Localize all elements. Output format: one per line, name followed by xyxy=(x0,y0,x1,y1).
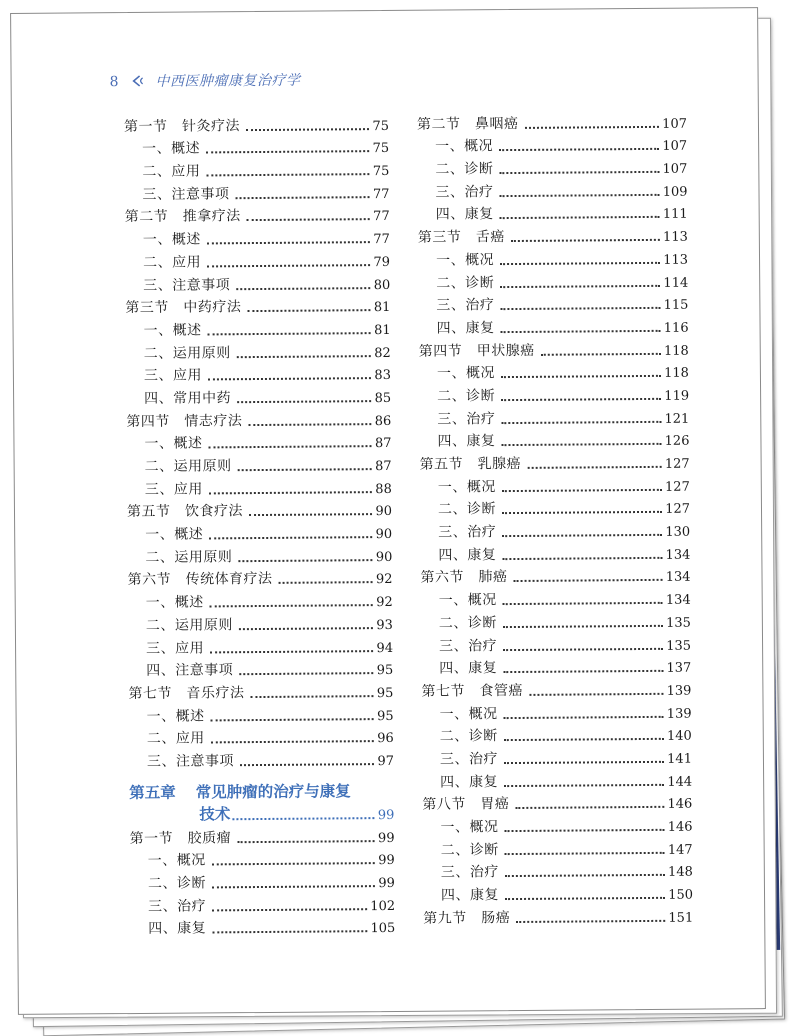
chapter-page: 99 xyxy=(377,807,395,824)
toc-item-entry[interactable] xyxy=(421,630,691,655)
leader-dots xyxy=(527,456,662,469)
leader-dots xyxy=(501,365,661,378)
entry-label: 三、治疗 xyxy=(440,864,499,881)
leader-dots xyxy=(208,435,372,448)
leader-dots xyxy=(210,594,374,607)
leader-dots xyxy=(502,479,662,492)
leader-dots xyxy=(239,662,374,675)
entry-label: 一、概况 xyxy=(438,592,497,609)
leader-dots xyxy=(278,572,373,585)
toc-section-entry[interactable] xyxy=(126,406,391,431)
entry-page-number: 139 xyxy=(666,706,692,722)
toc-item-entry[interactable] xyxy=(128,701,393,726)
toc-section-entry[interactable] xyxy=(125,292,390,317)
toc-left-list xyxy=(124,111,394,771)
toc-item-entry[interactable] xyxy=(420,540,690,565)
entry-label: 三、注意事项 xyxy=(142,185,230,203)
toc-right-column xyxy=(417,109,693,928)
toc-item-entry[interactable] xyxy=(127,542,392,567)
chapter-number: 第五章 xyxy=(129,783,176,802)
entry-label: 二、运用原则 xyxy=(143,344,231,362)
entry-page-number: 118 xyxy=(664,365,689,382)
entry-label: 一、概况 xyxy=(436,365,495,382)
entry-page-number: 83 xyxy=(374,368,391,384)
entry-page-number: 81 xyxy=(373,300,391,316)
entry-label: 二、运用原则 xyxy=(145,548,233,566)
toc-item-entry[interactable] xyxy=(420,517,690,542)
leader-dots xyxy=(503,592,663,605)
entry-label: 第三节 舌癌 xyxy=(417,229,505,246)
entry-label: 二、诊断 xyxy=(435,161,494,178)
toc-item-entry[interactable] xyxy=(130,846,395,871)
entry-page-number: 150 xyxy=(668,887,694,903)
entry-page-number: 95 xyxy=(377,708,394,724)
entry-page-number: 126 xyxy=(664,433,690,450)
entry-page-number: 147 xyxy=(667,842,693,858)
toc-item-entry[interactable] xyxy=(420,494,690,519)
entry-page-number: 96 xyxy=(377,731,394,747)
leader-dots xyxy=(504,819,664,832)
toc-item-entry[interactable] xyxy=(421,698,691,723)
leader-dots xyxy=(502,501,662,514)
leader-dots xyxy=(500,274,660,287)
leader-dots xyxy=(240,753,375,766)
entry-page-number: 88 xyxy=(375,481,392,497)
leader-dots xyxy=(503,660,663,673)
toc-item-entry[interactable] xyxy=(128,655,393,680)
entry-page-number: 75 xyxy=(372,118,390,134)
toc-item-entry[interactable] xyxy=(130,891,395,916)
chapter-heading[interactable] xyxy=(129,777,394,825)
leader-dots xyxy=(505,887,665,900)
entry-page-number: 144 xyxy=(667,774,693,790)
entry-page-number: 79 xyxy=(373,254,391,270)
entry-label: 二、诊断 xyxy=(440,841,499,859)
entry-label: 三、治疗 xyxy=(435,183,494,201)
toc-item-entry[interactable] xyxy=(418,290,688,315)
entry-page-number: 86 xyxy=(374,413,392,429)
leader-dots xyxy=(502,524,662,537)
entry-page-number: 109 xyxy=(662,184,688,200)
leader-dots xyxy=(504,728,664,741)
leader-dots xyxy=(504,705,664,718)
toc-right-list xyxy=(417,109,693,928)
entry-page-number: 114 xyxy=(663,275,689,291)
leader-dots xyxy=(503,637,663,650)
entry-label: 第三节 中药疗法 xyxy=(125,299,242,317)
toc-item-entry[interactable] xyxy=(128,610,393,635)
toc-item-entry[interactable] xyxy=(124,156,389,181)
leader-dots xyxy=(501,320,661,333)
entry-label: 一、概况 xyxy=(435,251,495,269)
leader-dots xyxy=(499,161,659,174)
entry-page-number: 82 xyxy=(374,345,391,361)
toc-item-entry[interactable] xyxy=(419,426,689,451)
entry-label: 二、运用原则 xyxy=(144,458,232,475)
leader-dots xyxy=(500,206,660,219)
entry-label: 三、治疗 xyxy=(438,637,498,655)
leader-dots xyxy=(212,875,376,888)
leader-dots xyxy=(206,141,370,154)
entry-label: 三、治疗 xyxy=(439,751,499,768)
entry-page-number: 105 xyxy=(370,921,396,937)
entry-page-number: 107 xyxy=(662,116,688,132)
entry-page-number: 141 xyxy=(667,751,693,767)
leader-dots xyxy=(504,773,664,786)
leader-dots xyxy=(505,864,665,877)
toc-item-entry[interactable] xyxy=(422,812,692,837)
toc-item-entry[interactable] xyxy=(125,270,390,295)
entry-page-number: 95 xyxy=(376,685,394,701)
leader-dots xyxy=(248,413,372,426)
toc-section-entry[interactable] xyxy=(419,336,689,361)
entry-label: 三、应用 xyxy=(144,481,203,498)
toc-item-entry[interactable] xyxy=(126,361,391,386)
entry-page-number: 81 xyxy=(373,322,391,338)
entry-page-number: 92 xyxy=(375,572,393,588)
leader-dots xyxy=(249,503,373,516)
toc-section-entry[interactable] xyxy=(422,789,692,814)
toc-item-entry[interactable] xyxy=(125,247,390,272)
entry-label: 四、康复 xyxy=(437,433,496,450)
entry-page-number: 121 xyxy=(664,411,690,427)
entry-page-number: 102 xyxy=(370,898,396,914)
leader-dots xyxy=(541,342,661,355)
toc-item-entry[interactable] xyxy=(418,267,688,292)
entry-label: 二、应用 xyxy=(142,254,202,271)
entry-label: 一、概况 xyxy=(440,819,499,836)
entry-page-number: 107 xyxy=(662,161,688,177)
entry-label: 四、康复 xyxy=(148,920,207,938)
leader-dots xyxy=(501,410,661,423)
leader-dots xyxy=(502,547,662,560)
leader-dots xyxy=(207,231,371,244)
toc-item-entry[interactable] xyxy=(126,429,391,454)
entry-label: 三、治疗 xyxy=(437,410,496,428)
leader-dots xyxy=(247,209,371,222)
leader-dots xyxy=(211,730,375,743)
toc-item-entry[interactable] xyxy=(124,179,389,204)
leader-dots xyxy=(516,910,665,923)
entry-page-number: 130 xyxy=(665,524,691,540)
entry-page-number: 119 xyxy=(664,388,690,404)
toc-item-entry[interactable] xyxy=(421,608,691,633)
leader-dots xyxy=(246,118,370,131)
toc-item-entry[interactable] xyxy=(418,313,688,338)
book-title: 中西医肿瘤康复治疗学 xyxy=(155,72,301,90)
toc-item-entry[interactable] xyxy=(128,633,393,658)
leader-dots xyxy=(209,526,373,539)
toc-item-entry[interactable] xyxy=(420,472,690,497)
entry-page-number: 85 xyxy=(374,390,392,407)
toc-item-entry[interactable] xyxy=(421,585,691,610)
entry-label: 四、康复 xyxy=(440,887,500,904)
entry-label: 二、诊断 xyxy=(437,388,496,405)
toc-section-entry[interactable] xyxy=(418,222,688,247)
toc-item-entry[interactable] xyxy=(127,474,392,499)
entry-label: 一、概况 xyxy=(147,852,206,870)
chapter-title-line2: 技术 xyxy=(199,805,231,824)
toc-item-entry[interactable] xyxy=(419,381,689,406)
entry-label: 一、概况 xyxy=(439,705,498,723)
toc-item-entry[interactable] xyxy=(423,835,693,860)
entry-page-number: 90 xyxy=(375,504,393,520)
entry-label: 第四节 情志疗法 xyxy=(126,412,243,430)
toc-item-entry[interactable] xyxy=(129,746,394,771)
entry-label: 第五节 乳腺癌 xyxy=(419,455,522,473)
toc-item-entry[interactable] xyxy=(125,224,390,249)
entry-label: 第二节 鼻咽癌 xyxy=(416,115,519,133)
entry-label: 第一节 针灸疗法 xyxy=(123,117,241,135)
entry-page-number: 135 xyxy=(666,638,692,654)
leader-dots xyxy=(209,481,373,494)
entry-page-number: 107 xyxy=(662,139,688,155)
toc-item-entry[interactable] xyxy=(417,177,687,202)
leader-dots xyxy=(212,852,376,865)
toc-item-entry[interactable] xyxy=(126,383,391,408)
entry-page-number: 140 xyxy=(666,728,692,745)
entry-page-number: 127 xyxy=(664,479,690,495)
entry-page-number: 127 xyxy=(664,456,690,472)
toc-item-entry[interactable] xyxy=(127,451,392,476)
entry-label: 四、康复 xyxy=(435,206,494,224)
entry-page-number: 97 xyxy=(377,753,395,770)
entry-label: 二、诊断 xyxy=(147,875,206,892)
toc-item-entry[interactable] xyxy=(419,358,689,383)
entry-page-number: 80 xyxy=(373,277,391,293)
entry-page-number: 99 xyxy=(378,875,395,892)
entry-page-number: 95 xyxy=(376,663,394,679)
entry-page-number: 113 xyxy=(662,229,688,245)
entry-label: 第七节 食管癌 xyxy=(421,682,523,700)
leader-dots xyxy=(524,116,659,129)
toc-item-entry[interactable] xyxy=(126,338,391,363)
entry-label: 一、概述 xyxy=(145,526,204,543)
toc-item-entry[interactable] xyxy=(419,404,689,429)
entry-label: 一、概述 xyxy=(142,231,201,249)
entry-label: 三、治疗 xyxy=(436,297,495,314)
entry-label: 四、注意事项 xyxy=(146,662,234,680)
entry-label: 三、注意事项 xyxy=(143,276,231,294)
entry-label: 第二节 推拿疗法 xyxy=(124,208,241,226)
toc-item-entry[interactable] xyxy=(421,653,691,678)
toc-left-list-after xyxy=(129,823,395,939)
entry-label: 二、诊断 xyxy=(438,614,497,632)
toc-left-column xyxy=(124,111,395,938)
toc-section-entry[interactable] xyxy=(127,497,392,522)
toc-item-entry[interactable] xyxy=(422,721,692,746)
entry-page-number: 116 xyxy=(663,320,689,336)
leader-dots xyxy=(503,615,663,628)
entry-page-number: 151 xyxy=(668,910,694,926)
entry-label: 第一节 胶质瘤 xyxy=(129,829,232,847)
toc-item-entry[interactable] xyxy=(417,131,687,156)
leader-dots xyxy=(212,898,367,911)
leader-dots xyxy=(513,569,662,582)
entry-label: 第九节 肠癌 xyxy=(423,909,511,927)
toc-section-entry[interactable] xyxy=(420,449,690,474)
toc-item-entry[interactable] xyxy=(124,134,389,159)
toc-item-entry[interactable] xyxy=(128,587,393,612)
entry-label: 三、应用 xyxy=(146,639,205,657)
toc-item-entry[interactable] xyxy=(423,857,693,882)
entry-label: 四、康复 xyxy=(436,320,495,337)
leader-dots xyxy=(501,388,661,401)
entry-label: 一、概况 xyxy=(435,138,494,155)
entry-label: 第六节 传统体育疗法 xyxy=(127,571,273,589)
leader-dots xyxy=(236,277,371,290)
entry-label: 一、概述 xyxy=(143,322,202,339)
toc-section-entry[interactable] xyxy=(417,109,687,134)
leader-dots xyxy=(500,297,660,310)
leader-dots xyxy=(210,640,374,653)
entry-label: 四、康复 xyxy=(438,546,497,564)
leader-dots xyxy=(505,842,665,855)
entry-label: 二、诊断 xyxy=(437,501,497,518)
leader-dots xyxy=(247,299,371,312)
entry-page-number: 92 xyxy=(376,595,393,611)
toc-item-entry[interactable] xyxy=(422,767,692,792)
entry-page-number: 146 xyxy=(667,819,693,835)
toc-item-entry[interactable] xyxy=(129,724,394,749)
toc-section-entry[interactable] xyxy=(125,202,390,227)
entry-page-number: 75 xyxy=(372,141,390,157)
entry-label: 三、治疗 xyxy=(148,898,207,915)
toc-item-entry[interactable] xyxy=(417,154,687,179)
entry-label: 三、应用 xyxy=(143,367,202,385)
entry-label: 第七节 音乐疗法 xyxy=(128,685,245,702)
entry-label: 一、概况 xyxy=(437,478,496,496)
toc-section-entry[interactable] xyxy=(420,562,690,587)
entry-label: 四、康复 xyxy=(439,660,498,677)
entry-label: 二、诊断 xyxy=(436,274,495,292)
leader-dots xyxy=(207,254,371,267)
entry-page-number: 99 xyxy=(377,830,395,846)
toc-item-entry[interactable] xyxy=(127,519,392,544)
toc-page xyxy=(10,7,766,1015)
toc-item-entry[interactable] xyxy=(130,868,395,893)
entry-page-number: 146 xyxy=(667,796,693,813)
entry-page-number: 94 xyxy=(376,640,394,656)
entry-page-number: 75 xyxy=(372,164,390,180)
leader-dots xyxy=(515,796,664,809)
leader-dots xyxy=(208,322,372,335)
entry-page-number: 90 xyxy=(375,527,393,543)
toc-section-entry[interactable] xyxy=(127,565,392,590)
entry-label: 四、常用中药 xyxy=(144,390,232,407)
entry-page-number: 99 xyxy=(378,853,395,869)
entry-label: 一、概述 xyxy=(145,594,204,612)
toc-item-entry[interactable] xyxy=(423,880,693,905)
leader-dots xyxy=(237,830,375,843)
leader-dots xyxy=(529,683,664,696)
chapter-title-line1: 常见肿瘤的治疗与康复 xyxy=(195,782,351,802)
leader-dots xyxy=(504,751,664,764)
toc-item-entry[interactable] xyxy=(418,245,688,270)
leader-dots xyxy=(235,186,370,199)
entry-page-number: 134 xyxy=(665,592,691,608)
entry-label: 一、概述 xyxy=(142,140,201,158)
entry-label: 三、注意事项 xyxy=(146,753,235,770)
toc-section-entry[interactable] xyxy=(124,111,389,136)
entry-label: 第五节 饮食疗法 xyxy=(126,503,244,521)
entry-page-number: 87 xyxy=(374,436,392,452)
leader-dots xyxy=(206,163,370,176)
toc-item-entry[interactable] xyxy=(130,914,395,939)
leader-dots xyxy=(511,229,660,242)
entry-label: 一、概述 xyxy=(146,708,205,725)
chevron-left-swirl-icon xyxy=(131,74,145,88)
toc-item-entry[interactable] xyxy=(418,199,688,224)
entry-label: 第四节 甲状腺癌 xyxy=(418,342,535,360)
leader-dots xyxy=(232,807,375,820)
entry-label: 二、运用原则 xyxy=(145,617,233,634)
leader-dots xyxy=(238,458,373,471)
page-number: 8 xyxy=(109,74,119,91)
entry-page-number: 139 xyxy=(666,683,692,699)
leader-dots xyxy=(499,184,659,197)
leader-dots xyxy=(500,252,660,265)
toc-section-entry[interactable] xyxy=(128,678,393,703)
entry-page-number: 115 xyxy=(663,297,689,314)
entry-label: 一、概述 xyxy=(144,435,203,453)
entry-label: 二、应用 xyxy=(146,730,205,748)
leader-dots xyxy=(208,367,372,380)
toc-item-entry[interactable] xyxy=(125,315,390,340)
leader-dots xyxy=(237,390,372,403)
entry-page-number: 90 xyxy=(375,549,393,565)
leader-dots xyxy=(239,617,374,630)
leader-dots xyxy=(238,549,373,562)
toc-item-entry[interactable] xyxy=(422,744,692,769)
entry-label: 四、康复 xyxy=(440,773,499,791)
entry-label: 二、诊断 xyxy=(439,728,498,745)
entry-page-number: 137 xyxy=(666,660,692,677)
entry-page-number: 134 xyxy=(665,570,691,586)
leader-dots xyxy=(237,345,372,358)
entry-page-number: 113 xyxy=(663,252,689,268)
leader-dots xyxy=(501,433,661,446)
entry-page-number: 127 xyxy=(665,502,691,518)
entry-page-number: 93 xyxy=(376,617,393,633)
entry-page-number: 135 xyxy=(666,615,691,631)
leader-dots xyxy=(250,685,374,698)
leader-dots xyxy=(499,138,659,151)
toc-section-entry[interactable] xyxy=(421,676,691,701)
leader-dots xyxy=(212,921,367,934)
entry-label: 三、治疗 xyxy=(438,524,497,541)
entry-page-number: 148 xyxy=(667,864,693,881)
toc-section-entry[interactable] xyxy=(129,823,394,848)
entry-label: 二、应用 xyxy=(142,163,201,180)
entry-page-number: 111 xyxy=(662,207,688,223)
entry-page-number: 87 xyxy=(375,458,392,475)
page-header xyxy=(110,70,301,91)
leader-dots xyxy=(211,708,375,721)
entry-page-number: 118 xyxy=(663,343,689,359)
entry-page-number: 77 xyxy=(372,186,390,202)
entry-page-number: 134 xyxy=(665,547,691,563)
entry-page-number: 77 xyxy=(373,209,390,225)
entry-label: 第八节 胃癌 xyxy=(422,796,510,814)
entry-label: 第六节 肺癌 xyxy=(420,569,508,587)
toc-section-entry[interactable] xyxy=(423,903,693,928)
entry-page-number: 77 xyxy=(373,232,390,248)
